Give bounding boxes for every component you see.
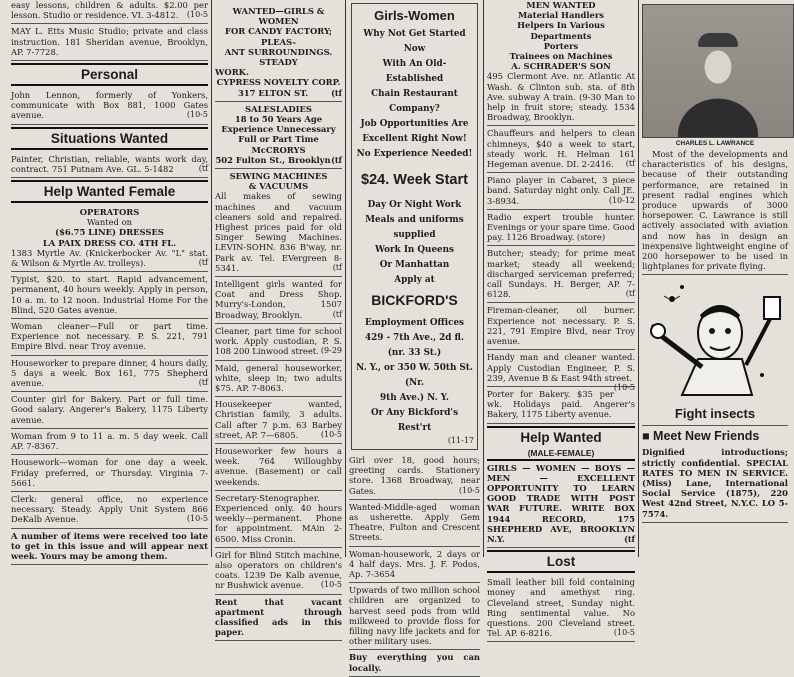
secretary-ad: Secretary-Stenographer. Experienced only. 40 hours weekly—permanent. Phone for appointment. MAin 2-6500. Miss Cronin.	[215, 491, 342, 548]
chauffeurs-ad: Chauffeurs and helpers to clean chimneys, $40 a week to start, steady work. H. Helman 161 Hegeman avenue. DI. 2-2416. (tf	[487, 126, 635, 173]
sewing-machines-ad: SEWING MACHINES & VACUUMS All makes of sewing machines and vacuum cleaners sold and repaired. Highest prices paid for old Singer Sewing Machines. LEVIN-SOHN. 836 B'way, nr. Park av. Tel. EVergreen 8-5341. (tf	[215, 169, 342, 277]
music-lessons-ad: easy lessons, children & adults. $2.00 per lesson. Studio or residence. VI. 3-4812. (10-5	[11, 0, 208, 24]
bickfords-brand: BICKFORD'S	[371, 292, 458, 308]
bickfords-title: Girls-Women	[374, 8, 455, 23]
clerk-ad: Clerk: general office, no experience necessary. Steady. Apply Unit System 866 DeKalb Avenue. (10-5	[11, 492, 208, 529]
introductions-ad: Dignified introductions; strictly confidential. SPECIAL RATES TO MEN IN SERVICE. (Miss) Lane, International Social Service (1875), 220 West 42nd Street, N.Y.C. LO 5-7574.	[642, 445, 788, 522]
column-1	[8, 0, 211, 561]
situations-wanted-header: Situations Wanted	[11, 127, 208, 150]
column-4	[483, 0, 638, 639]
lost-billfold-ad: Small leather bill fold containing money and amethyst ring. Cleveland street, Sunday night. Ring sentimental value. No questions. 200 Cleveland street. Tel. AP. 6-8216. (10-5	[487, 575, 635, 642]
usherette-ad: Wanted-Middle-aged woman as usherette. Apply Gem Theatre, Fulton and Crescent Streets.	[349, 500, 480, 547]
personal-ad: John Lennon, formerly of Yonkers, communicate with Box 881, 1000 Gates avenue. (10-5	[11, 88, 208, 125]
help-wanted-subheader: (MALE-FEMALE)	[487, 447, 635, 461]
lost-header: Lost	[487, 550, 635, 573]
material-handlers-ad: MEN WANTED Material Handlers Helpers In Various Departments Porters Trainees on Machines A. SCHRADER'S SON 495 Clermont Ave. nr. Atlantic At Wash. & Clinton sub. sta. of 8th Ave. subway A train. (9-30 Man to help in fruit store; steady. 1534 Broadway, Brooklyn.	[487, 0, 635, 126]
candy-factory-ad: WANTED—GIRLS & WOMEN FOR CANDY FACTORY; PLEAS- ANT SURROUNDINGS. STEADY WORK. CYPRESS NOVELTY CORP. 317 ELTON ST. (tf	[215, 0, 342, 102]
counter-girl-ad: Counter girl for Bakery. Part or full time. Good salary. Angerer's Bakery, 1175 Liberty avenue.	[11, 392, 208, 429]
fireman-cleaner-ad: Fireman-cleaner, oil burner. Experience not necessary. P. S. 221, 791 Empire Blvd, near Troy avenue.	[487, 303, 635, 350]
woman-cleaner-ad: Woman cleaner—Full or part time. Experience not necessary. P. S. 221, 791 Empire Blvd. near Troy avenue.	[11, 319, 208, 356]
trade-opportunity-ad: GIRLS — WOMEN — BOYS — MEN — EXCELLENT OPPORTUNITY TO LEARN GOOD TRADE WITH POST WAR FUTURE. WRITE BOX 1944 RECORD, 175 SHEPHERD AVE, BROOKLYN N.Y. (tf	[487, 461, 635, 549]
saleslady-ad: SALESLADIES 18 to 50 Years Age Experience Unnecessary Full or Part Time McCRORYS 502 Fulton St., Brooklyn (tf	[215, 102, 342, 169]
portrait-photo	[642, 4, 794, 138]
cartoon-illustration	[642, 275, 789, 405]
column-2	[211, 0, 345, 638]
woman-housework-ad: Woman-housework, 2 days or 4 half days. Mrs. J. F. Podos, Ap. 7-3654	[349, 547, 480, 584]
school-cleaner-ad: Cleaner, part time for school work. Apply custodian, P. S. 108 200 Linwood street. (9-29	[215, 324, 342, 361]
late-items-notice: A number of items were received too late to get in this issue and will appear next week. Yours may be among them.	[11, 529, 208, 566]
houseworker-ad: Houseworker to prepare dinner, 4 hours daily, 5 days a week. Box 161, 775 Shepherd avenue. (tf	[11, 356, 208, 393]
rent-apartment-ad: Rent that vacant apartment through classified ads in this paper.	[215, 595, 342, 642]
radio-expert-ad: Radio expert trouble hunter. Evenings or your spare time. Good pay. 1126 Broadway. (store)	[487, 210, 635, 247]
photo-caption: CHARLES L. LAWRANCE	[675, 140, 755, 147]
housework-ad: Housework—woman for one day a week. Friday preferred, or Thursday. Virginia 7-5661.	[11, 455, 208, 492]
houseworker-few-hours-ad: Houseworker few hours a week. 764 Willoughby avenue. (Basement) or call weekends.	[215, 444, 342, 491]
maid-ad: Maid, general houseworker, white, sleep in; two adults $75. AP. 7-8063.	[215, 361, 342, 398]
lawrance-article: Most of the developments and characteristics of his designs, because of their outstanding performance, are retained in present radial engines which produce upwards of 3000 horsepower. C. Lawrance is still actively associated with aviation and now has in design an inexpensive lightweight engine of 200 horsepower to be used in lightplanes for private flying.	[642, 147, 788, 275]
piano-player-ad: Piano player in Cabaret, 3 piece band. Saturday night only. Call JE. 3-8934. (10-12	[487, 173, 635, 210]
help-wanted-female-header: Help Wanted Female	[11, 180, 208, 203]
typist-ad: Typist, $20. to start. Rapid advancement, permanent, 40 hours weekly. Apply in person, 10 a. m. to 12 noon. Industrial Home For the Blind, 520 Gates avenue.	[11, 272, 208, 319]
bullet-icon: ■	[642, 429, 650, 444]
greeting-cards-ad: Girl over 18, good hours; greeting cards. Stationery store. 1368 Broadway, near Gates. (10-5	[349, 453, 480, 500]
woman-morning-ad: Woman from 9 to 11 a. m. 5 day week. Call AP. 7-8367.	[11, 429, 208, 455]
coat-dress-shop-ad: Intelligent girls wanted for Coat and Dress Shop. Murry's-London, 1507 Broadway, Brooklyn. (tf	[215, 277, 342, 324]
handy-man-ad: Handy man and cleaner wanted. Apply Custodian Engineer, P. S. 239, Avenue B & East 94th street. (10-5	[487, 352, 635, 392]
meet-new-friends-header: ■ Meet New Friends	[642, 429, 760, 444]
cartoon-title: Fight insects	[674, 406, 756, 422]
operators-ad: OPERATORS Wanted on ($6.75 LINE) DRESSES LA PAIX DRESS CO. 4TH FL. 1383 Myrtle Av. (Knickerbocker Av. "L" stat. & Wilson & Myrtle Av. trolleys). (tf	[11, 205, 208, 272]
buy-locally-notice: Buy everything you can locally.	[349, 650, 480, 676]
butcher-ad: Butcher; steady; for prime meat market; steady all weekend; discharged serviceman preferred; call Sundays. H. Berger, AP. 7-6128. (tf	[487, 246, 635, 303]
bickfords-ad: Girls-Women Why Not Get Started Now With An Old-Established Chain Restaurant Company? Job Opportunities Are Excellent Right Now! No Experience Needed! $24. Week Start Day Or Night Work Meals and uniforms supplied Work In Queens Or Manhattan Apply at BICKFORD'S Employment Offices 429 - 7th Ave., 2d fl. (nr. 33 St.) N. Y., or 350 W. 50th St. (Nr. 9th Ave.) N. Y. Or Any Bickford's Rest'rt (11-17	[351, 3, 478, 450]
help-wanted-header: Help Wanted	[487, 426, 635, 447]
column-5	[638, 0, 791, 557]
fight-insects-cartoon	[642, 275, 788, 426]
painter-ad: Painter, Christian, reliable, wants work day, contract. 751 Putnam Ave. GL. 5-1482 (tf	[11, 152, 208, 178]
music-studio-ad: MAY L. Etts Music Studio; private and class instruction. 181 Sheridan avenue, Brooklyn, AP. 7-7728.	[11, 24, 208, 61]
porter-ad: Porter for Bakery. $35 per wk. Holidays paid. Angerer's Bakery, 1175 Liberty avenue.	[487, 387, 635, 424]
blind-stitch-ad: Girl for Blind Stitch machine, also operators on children's coats. 1239 De Kalb avenue, nr Bushwick avenue. (10-5	[215, 548, 342, 595]
pay-headline: $24. Week Start	[361, 172, 468, 188]
personal-header: Personal	[11, 63, 208, 86]
housekeeper-ad: Housekeeper wanted, Christian family, 3 adults. Call after 7 p.m. 63 Barbey street, AP. 7—6805. (10-5	[215, 397, 342, 444]
column-3	[345, 0, 483, 673]
milkweed-notice: Upwards of two million school children are organized to harvest seed pods from wild milkweed to provide floss for filling navy life jackets and for other military uses.	[349, 583, 480, 650]
